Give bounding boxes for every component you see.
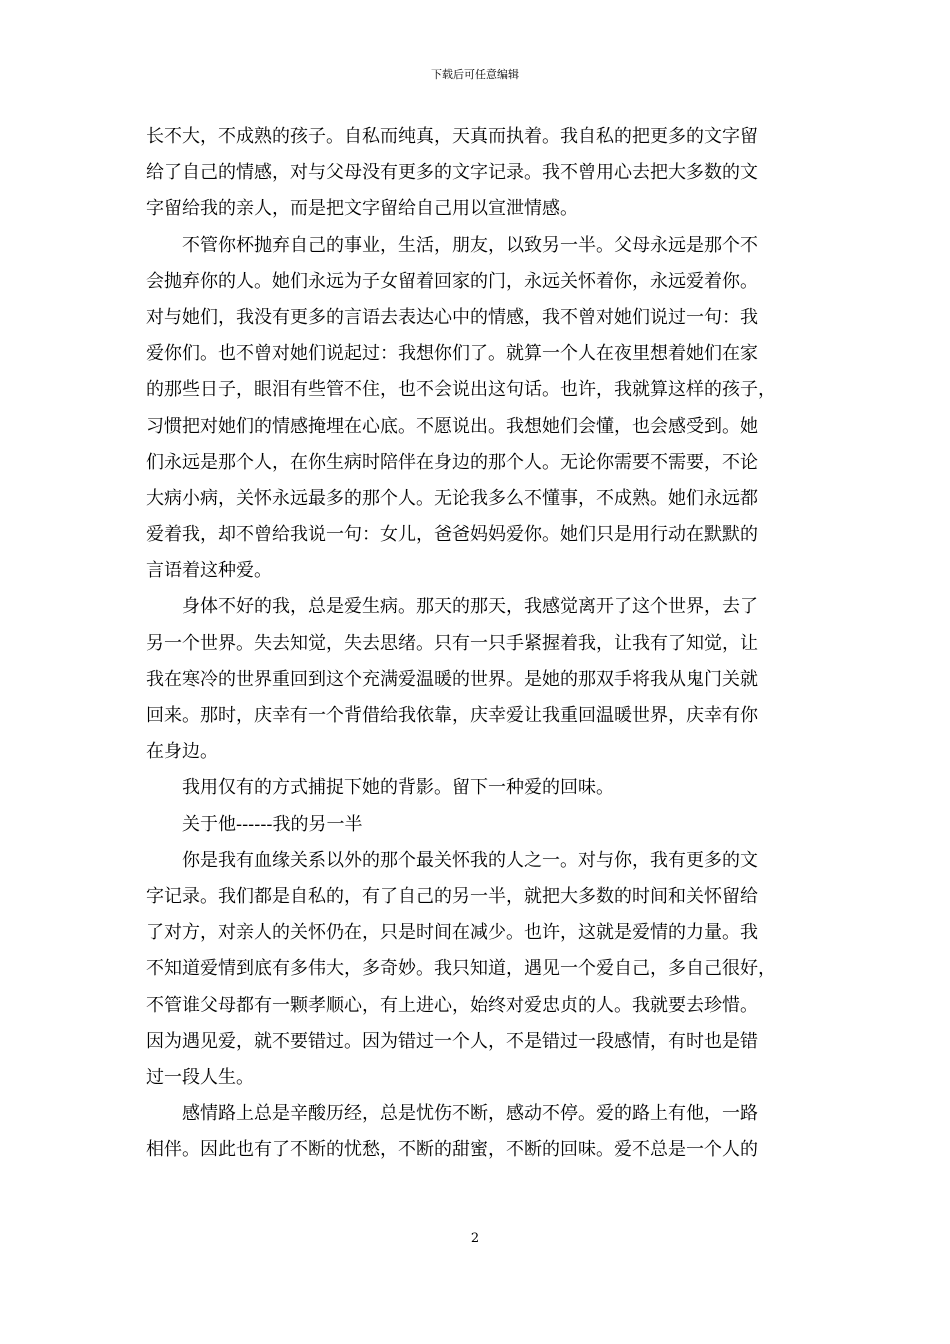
text-line: 在身边。 xyxy=(146,741,218,763)
page-header: 下载后可任意编辑 xyxy=(431,68,519,81)
text-line: 相伴。因此也有了不断的忧愁，不断的甜蜜，不断的回味。爱不总是一个人的 xyxy=(146,1139,758,1161)
text-line: 过一段人生。 xyxy=(146,1066,254,1088)
text-line: 大病小病，关怀永远最多的那个人。无论我多么不懂事，不成熟。她们永远都 xyxy=(146,487,758,509)
text-line: 的那些日子，眼泪有些管不住，也不会说出这句话。也许，我就算这样的孩子， xyxy=(146,379,776,401)
text-line: 不知道爱情到底有多伟大，多奇妙。我只知道，遇见一个爱自己，多自己很好， xyxy=(146,958,776,980)
text-line: 习惯把对她们的情感掩埋在心底。不愿说出。我想她们会懂，也会感受到。她 xyxy=(146,415,758,437)
text-line: 身体不好的我，总是爱生病。那天的那天，我感觉离开了这个世界，去了 xyxy=(146,596,758,618)
text-line: 了对方，对亲人的关怀仍在，只是时间在减少。也许，这就是爱情的力量。我 xyxy=(146,922,758,944)
text-line: 长不大，不成熟的孩子。自私而纯真，天真而执着。我自私的把更多的文字留 xyxy=(146,126,758,147)
text-line: 对与她们，我没有更多的言语去表达心中的情感，我不曾对她们说过一句：我 xyxy=(146,306,758,328)
text-line: 字留给我的亲人，而是把文字留给自己用以宣泄情感。 xyxy=(146,198,578,220)
text-line: 会抛弃你的人。她们永远为子女留着回家的门，永远关怀着你，永远爱着你。 xyxy=(146,270,758,292)
text-line: 另一个世界。失去知觉，失去思绪。只有一只手紧握着我，让我有了知觉，让 xyxy=(146,632,758,654)
text-line: 爱你们。也不曾对她们说起过：我想你们了。就算一个人在夜里想着她们在家 xyxy=(146,343,758,365)
text-line: 我在寒冷的世界重回到这个充满爱温暖的世界。是她的那双手将我从鬼门关就 xyxy=(146,668,758,690)
section-heading: 关于他------我的另一半 xyxy=(146,813,363,835)
text-line: 爱着我，却不曾给我说一句：女儿，爸爸妈妈爱你。她们只是用行动在默默的 xyxy=(146,524,758,546)
page-number: 2 xyxy=(470,1231,480,1246)
text-line: 感情路上总是辛酸历经，总是忧伤不断，感动不停。爱的路上有他，一路 xyxy=(146,1103,758,1125)
text-line: 你是我有血缘关系以外的那个最关怀我的人之一。对与你，我有更多的文 xyxy=(146,849,758,871)
text-line: 言语着这种爱。 xyxy=(146,560,272,582)
text-line: 我用仅有的方式捕捉下她的背影。留下一种爱的回味。 xyxy=(146,777,614,799)
text-line: 不管谁父母都有一颗孝顺心，有上进心，始终对爱忠贞的人。我就要去珍惜。 xyxy=(146,994,758,1016)
text-line: 给了自己的情感，对与父母没有更多的文字记录。我不曾用心去把大多数的文 xyxy=(146,162,758,184)
text-line: 们永远是那个人，在你生病时陪伴在身边的那个人。无论你需要不需要，不论 xyxy=(146,451,758,473)
document-body xyxy=(146,119,806,1168)
text-line: 不管你杯抛弃自己的事业，生活，朋友，以致另一半。父母永远是那个不 xyxy=(146,234,758,256)
text-line: 因为遇见爱，就不要错过。因为错过一个人，不是错过一段感情，有时也是错 xyxy=(146,1030,758,1052)
text-line: 回来。那时，庆幸有一个背借给我依靠，庆幸爱让我重回温暖世界，庆幸有你 xyxy=(146,705,758,726)
text-line: 字记录。我们都是自私的，有了自己的另一半，就把大多数的时间和关怀留给 xyxy=(146,885,758,907)
